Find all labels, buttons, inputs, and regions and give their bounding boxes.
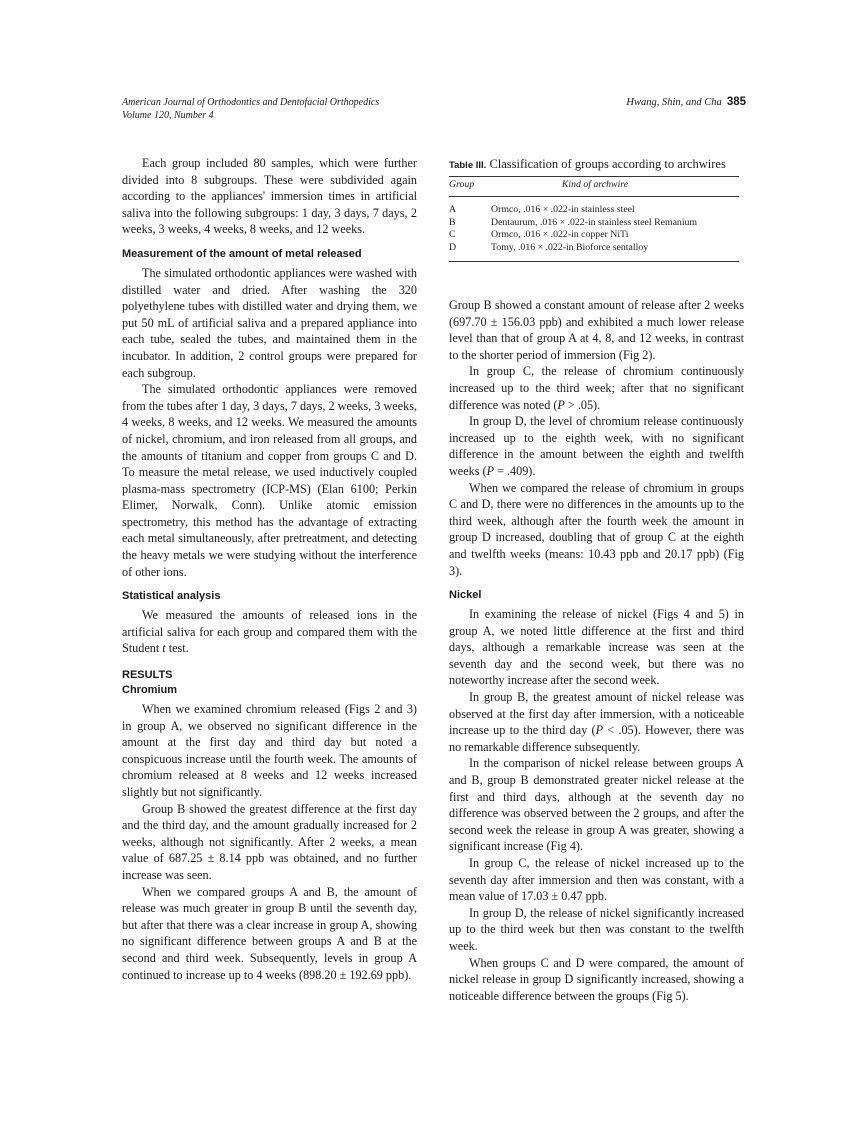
paragraph: In group D, the level of chromium release continuously increased up to the eighth week, with no significant difference in the amount between the eighth and twelfth weeks (P = .409). bbox=[449, 414, 744, 478]
volume-number: Volume 120, Number 4 bbox=[122, 110, 214, 121]
table-row: A Ormco, .016 × .022-in stainless steel bbox=[449, 204, 635, 215]
table-row: B Dentaurum, .016 × .022-in stainless steel Remanium bbox=[449, 216, 698, 228]
table-label: Table III. bbox=[449, 160, 487, 171]
paragraph: In examining the release of nickel (Figs 4 and 5) in group A, we noted little difference at the first and third days, although a remarkable increase was seen at the seventh day and the second week, but there was no noteworthy increase after the second week. bbox=[449, 607, 744, 688]
paragraph: Group B showed a constant amount of release after 2 weeks (697.70 ± 156.03 ppb) and exhibited a much lower release level than that of group A at 4, 8, and 12 weeks, in contrast to the shorter period of immersion (Fig 2). bbox=[449, 298, 744, 362]
section-heading-statistical: Statistical analysis bbox=[122, 590, 221, 603]
running-head-right bbox=[626, 96, 746, 109]
journal-title: American Journal of Orthodontics and Dentofacial Orthopedics bbox=[122, 97, 380, 108]
paragraph: Group B showed the greatest difference at the first day and the third day, and the amount gradually increased for 2 weeks, although not significantly. After 2 weeks, a mean value of 687.25 ± 8.14 ppb was obtained, and no further increase was seen. bbox=[122, 801, 417, 882]
column-header-archwire: Kind of archwire bbox=[491, 177, 739, 197]
archwire-table bbox=[449, 176, 739, 262]
paragraph: Each group included 80 samples, which were further divided into 8 subgroups. These were subdivided again according to the appliances' immersion times in artificial saliva into the following subgroups: 1 day, 3 days, 7 days, 2 weeks, 3 weeks, 4 weeks, 8 weeks, and 12 weeks. bbox=[122, 156, 417, 237]
paragraph: We measured the amounts of released ions in the artificial saliva for each group and compared them with the Student t test. bbox=[122, 608, 417, 656]
paragraph: In group D, the release of nickel significantly increased up to the third week but then was constant to the twelfth week. bbox=[449, 905, 744, 953]
section-heading-results: RESULTS bbox=[122, 669, 173, 682]
paragraph: When we examined chromium released (Figs 2 and 3) in group A, we observed no significant difference in the amount at the first day and third day but noted a conspicuous increase until the fourth week. The amounts of chromium released at 8 weeks and 12 weeks increased slightly but not significantly. bbox=[122, 702, 417, 799]
running-head-left bbox=[122, 96, 379, 122]
column-header-group: Group bbox=[449, 177, 491, 197]
table-row: D Tomy, .016 × .022-in Bioforce sentalloy bbox=[449, 242, 739, 262]
section-heading-chromium: Chromium bbox=[122, 684, 177, 697]
paragraph: When we compared groups A and B, the amount of release was much greater in group B until the seventh day, but after that there was a clear increase in group A, showing no significant difference between groups A and B at the second and third week. Subsequently, levels in group A continued to increase up to 4 weeks (898.20 ± 192.69 ppb). bbox=[122, 884, 417, 982]
paragraph: When groups C and D were compared, the amount of nickel release in group D significantly increased, showing a noticeable difference between the groups (Fig 5). bbox=[449, 955, 744, 1003]
table-title: Classification of groups according to archwires bbox=[486, 157, 726, 171]
paragraph: The simulated orthodontic appliances were removed from the tubes after 1 day, 3 days, 7 days, 2 weeks, 3 weeks, 4 weeks, 8 weeks, and 12 weeks. We measured the amounts of nickel, chromium, and iron released from all groups, and the amounts of titanium and copper from groups C and D. To measure the metal release, we used inductively coupled plasma-mass spectrometry (ICP-MS) (Elan 6100; Perkin Elimer, Norwalk, Conn). Unlike atomic emission spectrometry, this method has the advantage of extracting each metal simultaneously, after pretreatment, and detecting the heavy metals we were studying without the interference of other ions. bbox=[122, 382, 417, 579]
table-caption bbox=[449, 157, 739, 173]
paragraph: In group B, the greatest amount of nickel release was observed at the first day after immersion, with a noticeable increase up to the third day (P < .05). However, there was no remarkable difference subsequently. bbox=[449, 690, 744, 754]
page-number: 385 bbox=[726, 96, 746, 108]
right-column bbox=[449, 297, 744, 1004]
section-heading-nickel: Nickel bbox=[449, 589, 482, 602]
authors: Hwang, Shin, and Cha bbox=[626, 97, 722, 108]
section-heading-measurement: Measurement of the amount of metal released bbox=[122, 247, 362, 260]
paragraph: When we compared the release of chromium in groups C and D, there were no differences in the amounts up to the third week, although after the fourth week the amount in group D increased, doubling that of group C at the eighth and twelfth weeks (means: 10.43 ppb and 20.17 ppb) (Fig 3). bbox=[449, 480, 744, 578]
table-iii bbox=[449, 157, 739, 262]
table-row: C Ormco, .016 × .022-in copper NiTi bbox=[449, 229, 629, 240]
left-column bbox=[122, 155, 417, 983]
paragraph: In group C, the release of nickel increased up to the seventh day after immersion and then was constant, with a mean value of 17.03 ± 0.47 ppb. bbox=[449, 856, 744, 904]
paragraph: In the comparison of nickel release between groups A and B, group B demonstrated greater nickel release at the first and third days, although at the seventh day no difference was observed between the 2 groups, and after the second week the release in group A was greater, showing a significant increase (Fig 4). bbox=[449, 756, 744, 854]
paragraph: The simulated orthodontic appliances were washed with distilled water and dried. After washing the 320 polyethylene tubes with distilled water and drying them, we put 50 mL of artificial saliva and a prepared appliance into each tube, sealed the tubes, and maintained them in the incubator. In addition, 2 control groups were prepared for each subgroup. bbox=[122, 265, 417, 380]
paragraph: In group C, the release of chromium continuously increased up to the third week; after that no significant difference was noted (P > .05). bbox=[449, 364, 744, 412]
